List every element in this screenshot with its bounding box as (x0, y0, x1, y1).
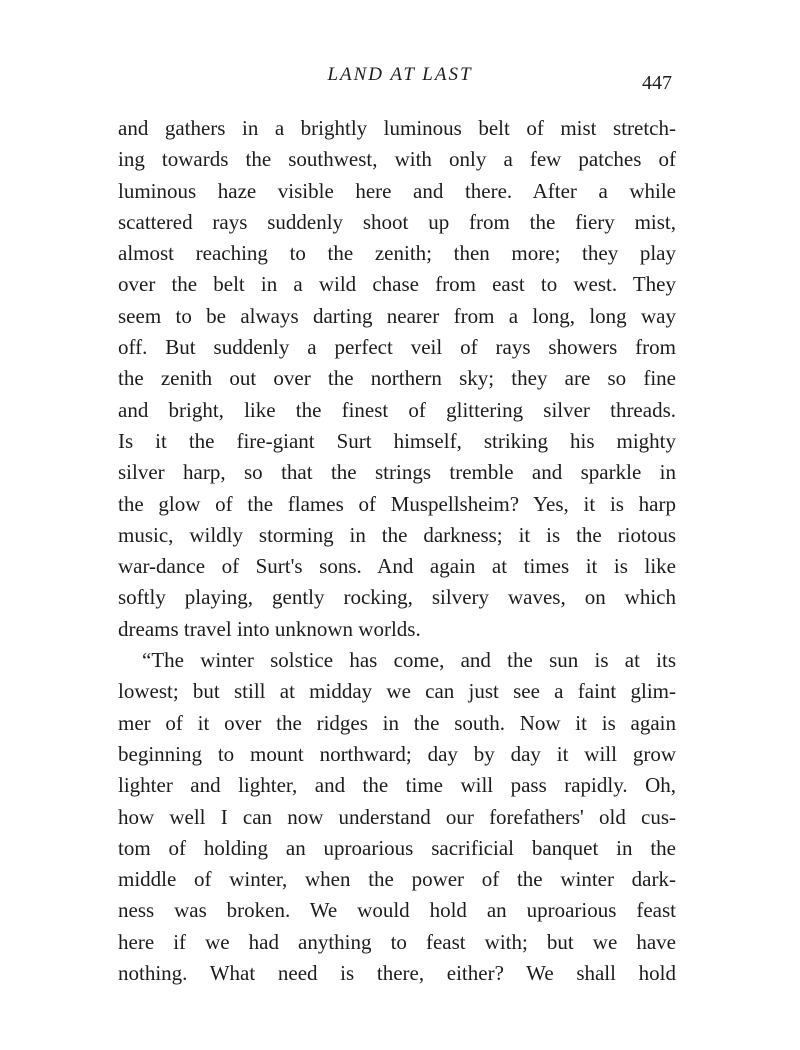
text-line: and bright, like the finest of glittering silver threads. (118, 397, 676, 422)
text-line: the glow of the flames of Muspellsheim? Yes, it is harp (118, 491, 676, 516)
paragraph-end-line: dreams travel into unknown worlds. (118, 616, 421, 641)
text-line: and gathers in a brightly luminous belt of mist stretch- (118, 116, 676, 140)
text-line: beginning to mount northward; day by day it will grow (118, 741, 676, 766)
text-line: war-dance of Surt's sons. And again at times it is like (118, 554, 676, 579)
text-line: almost reaching to the zenith; then more; they play (118, 241, 676, 266)
text-line: Is it the fire-giant Surt himself, striking his mighty (118, 428, 676, 453)
text-line: softly playing, gently rocking, silvery waves, on which (118, 585, 676, 610)
text-line: tom of holding an uproarious sacrificial banquet in the (118, 835, 676, 860)
text-line: mer of it over the ridges in the south. Now it is again (118, 710, 676, 735)
running-title: LAND AT LAST (327, 64, 473, 85)
text-line: over the belt in a wild chase from east to west. They (118, 272, 676, 297)
paragraph-start-line: “The winter solstice has come, and the sun is at its (142, 648, 676, 673)
text-line: the zenith out over the northern sky; they are so fine (118, 366, 676, 391)
text-line: nothing. What need is there, either? We shall hold (118, 961, 676, 986)
text-line: middle of winter, when the power of the winter dark- (118, 867, 676, 892)
text-line: lighter and lighter, and the time will pass rapidly. Oh, (118, 773, 676, 798)
body-text (118, 113, 676, 989)
text-line: ing towards the southwest, with only a few patches of (118, 147, 676, 172)
text-line: scattered rays suddenly shoot up from the fiery mist, (118, 209, 676, 234)
text-line: here if we had anything to feast with; but we have (118, 929, 676, 954)
running-head (0, 62, 800, 92)
text-line: how well I can now understand our forefathers' old cus- (118, 804, 676, 829)
text-line: ness was broken. We would hold an uproarious feast (118, 898, 676, 923)
text-line: silver harp, so that the strings tremble and sparkle in (118, 460, 676, 485)
text-line: seem to be always darting nearer from a long, long way (118, 303, 676, 328)
text-line: music, wildly storming in the darkness; it is the riotous (118, 522, 676, 547)
page-number: 447 (642, 72, 672, 94)
text-line: luminous haze visible here and there. After a while (118, 178, 676, 203)
text-line: lowest; but still at midday we can just see a faint glim- (118, 679, 676, 704)
text-line: off. But suddenly a perfect veil of rays showers from (118, 335, 676, 360)
